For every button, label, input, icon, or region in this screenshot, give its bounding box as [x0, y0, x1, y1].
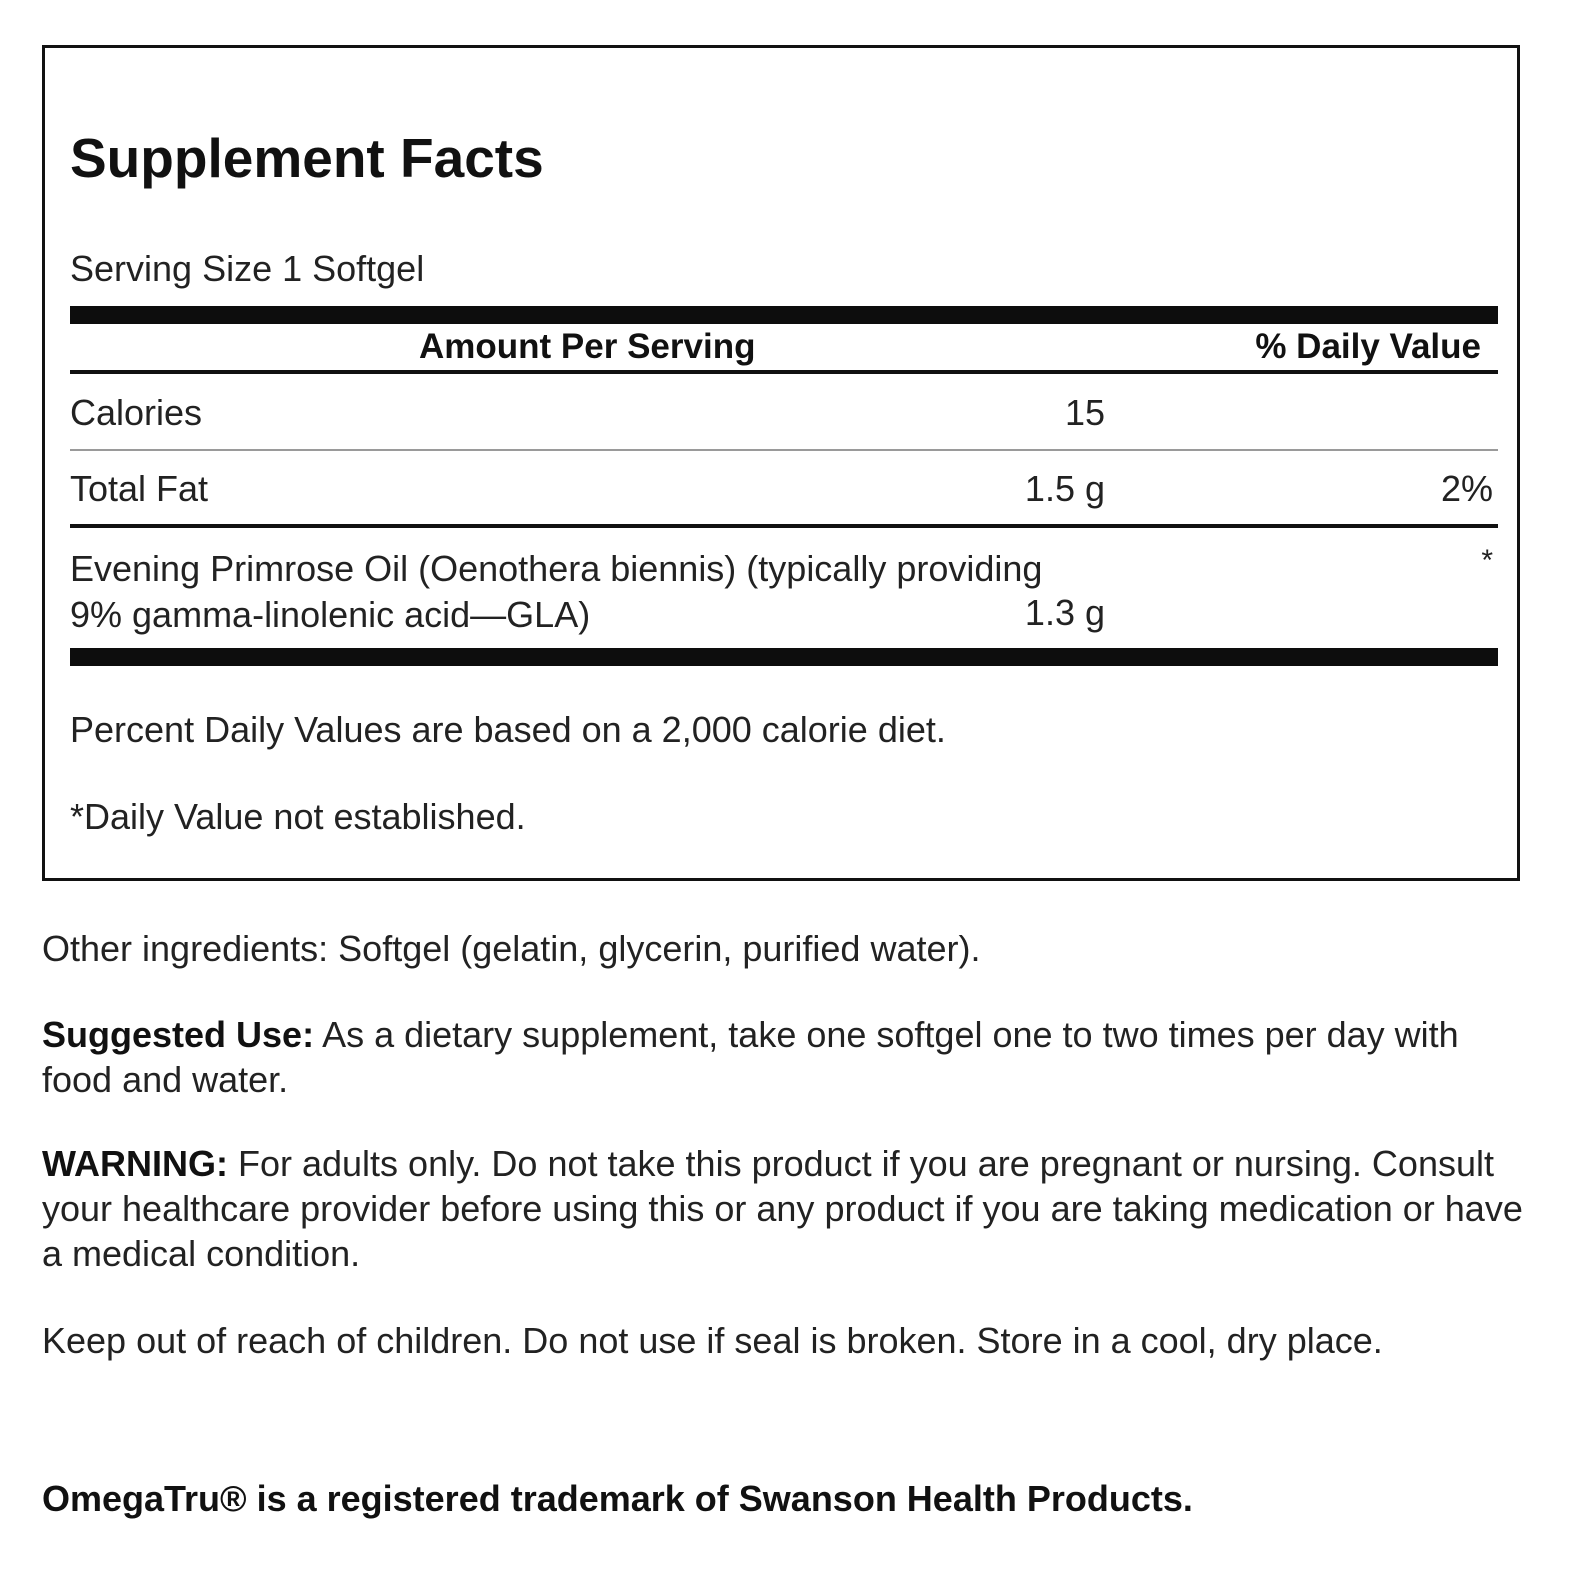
suggested-use — [42, 1012, 1537, 1102]
row-divider — [70, 449, 1498, 451]
trademark-notice: OmegaTru® is a registered trademark of Swanson Health Products. — [42, 1478, 1193, 1519]
row-divider-bold — [70, 524, 1498, 528]
evening-primrose-oil-line1: Evening Primrose Oil (Oenothera biennis) (typically providing — [70, 548, 1043, 589]
facts-title: Supplement Facts — [70, 127, 544, 189]
bottom-thick-divider — [70, 648, 1498, 666]
evening-primrose-oil-label — [70, 546, 1042, 638]
suggested-use-text: As a dietary supplement, take one softgel one to two times per day with food and water. — [42, 1014, 1459, 1100]
supplement-facts-panel — [42, 45, 1520, 881]
storage-instructions: Keep out of reach of children. Do not use if seal is broken. Store in a cool, dry place. — [42, 1320, 1383, 1361]
header-divider — [70, 370, 1498, 374]
calories-amount: 15 — [1064, 392, 1105, 433]
other-ingredients: Other ingredients: Softgel (gelatin, glycerin, purified water). — [42, 928, 981, 969]
header-daily-value: % Daily Value — [1255, 327, 1481, 366]
warning-label: WARNING: — [42, 1143, 228, 1184]
evening-primrose-oil-amount: 1.3 g — [1024, 592, 1105, 633]
total-fat-daily-value: 2% — [1440, 468, 1493, 509]
asterisk-footnote: *Daily Value not established. — [70, 796, 526, 837]
header-amount-per-serving: Amount Per Serving — [419, 327, 756, 366]
evening-primrose-oil-line2: 9% gamma-linolenic acid—GLA) — [70, 594, 591, 635]
evening-primrose-oil-daily-value: * — [1481, 544, 1493, 577]
suggested-use-label: Suggested Use: — [42, 1014, 315, 1055]
daily-value-footnote: Percent Daily Values are based on a 2,000 calorie diet. — [70, 709, 946, 750]
top-thick-divider — [70, 306, 1498, 324]
warning — [42, 1141, 1537, 1276]
total-fat-label: Total Fat — [70, 468, 209, 509]
serving-size: Serving Size 1 Softgel — [70, 248, 425, 289]
total-fat-amount: 1.5 g — [1024, 468, 1105, 509]
calories-label: Calories — [70, 392, 203, 433]
warning-text: For adults only. Do not take this product if you are pregnant or nursing. Consult your healthcare provider before using this or any product if you are taking medication or have a medical condition. — [42, 1143, 1523, 1274]
